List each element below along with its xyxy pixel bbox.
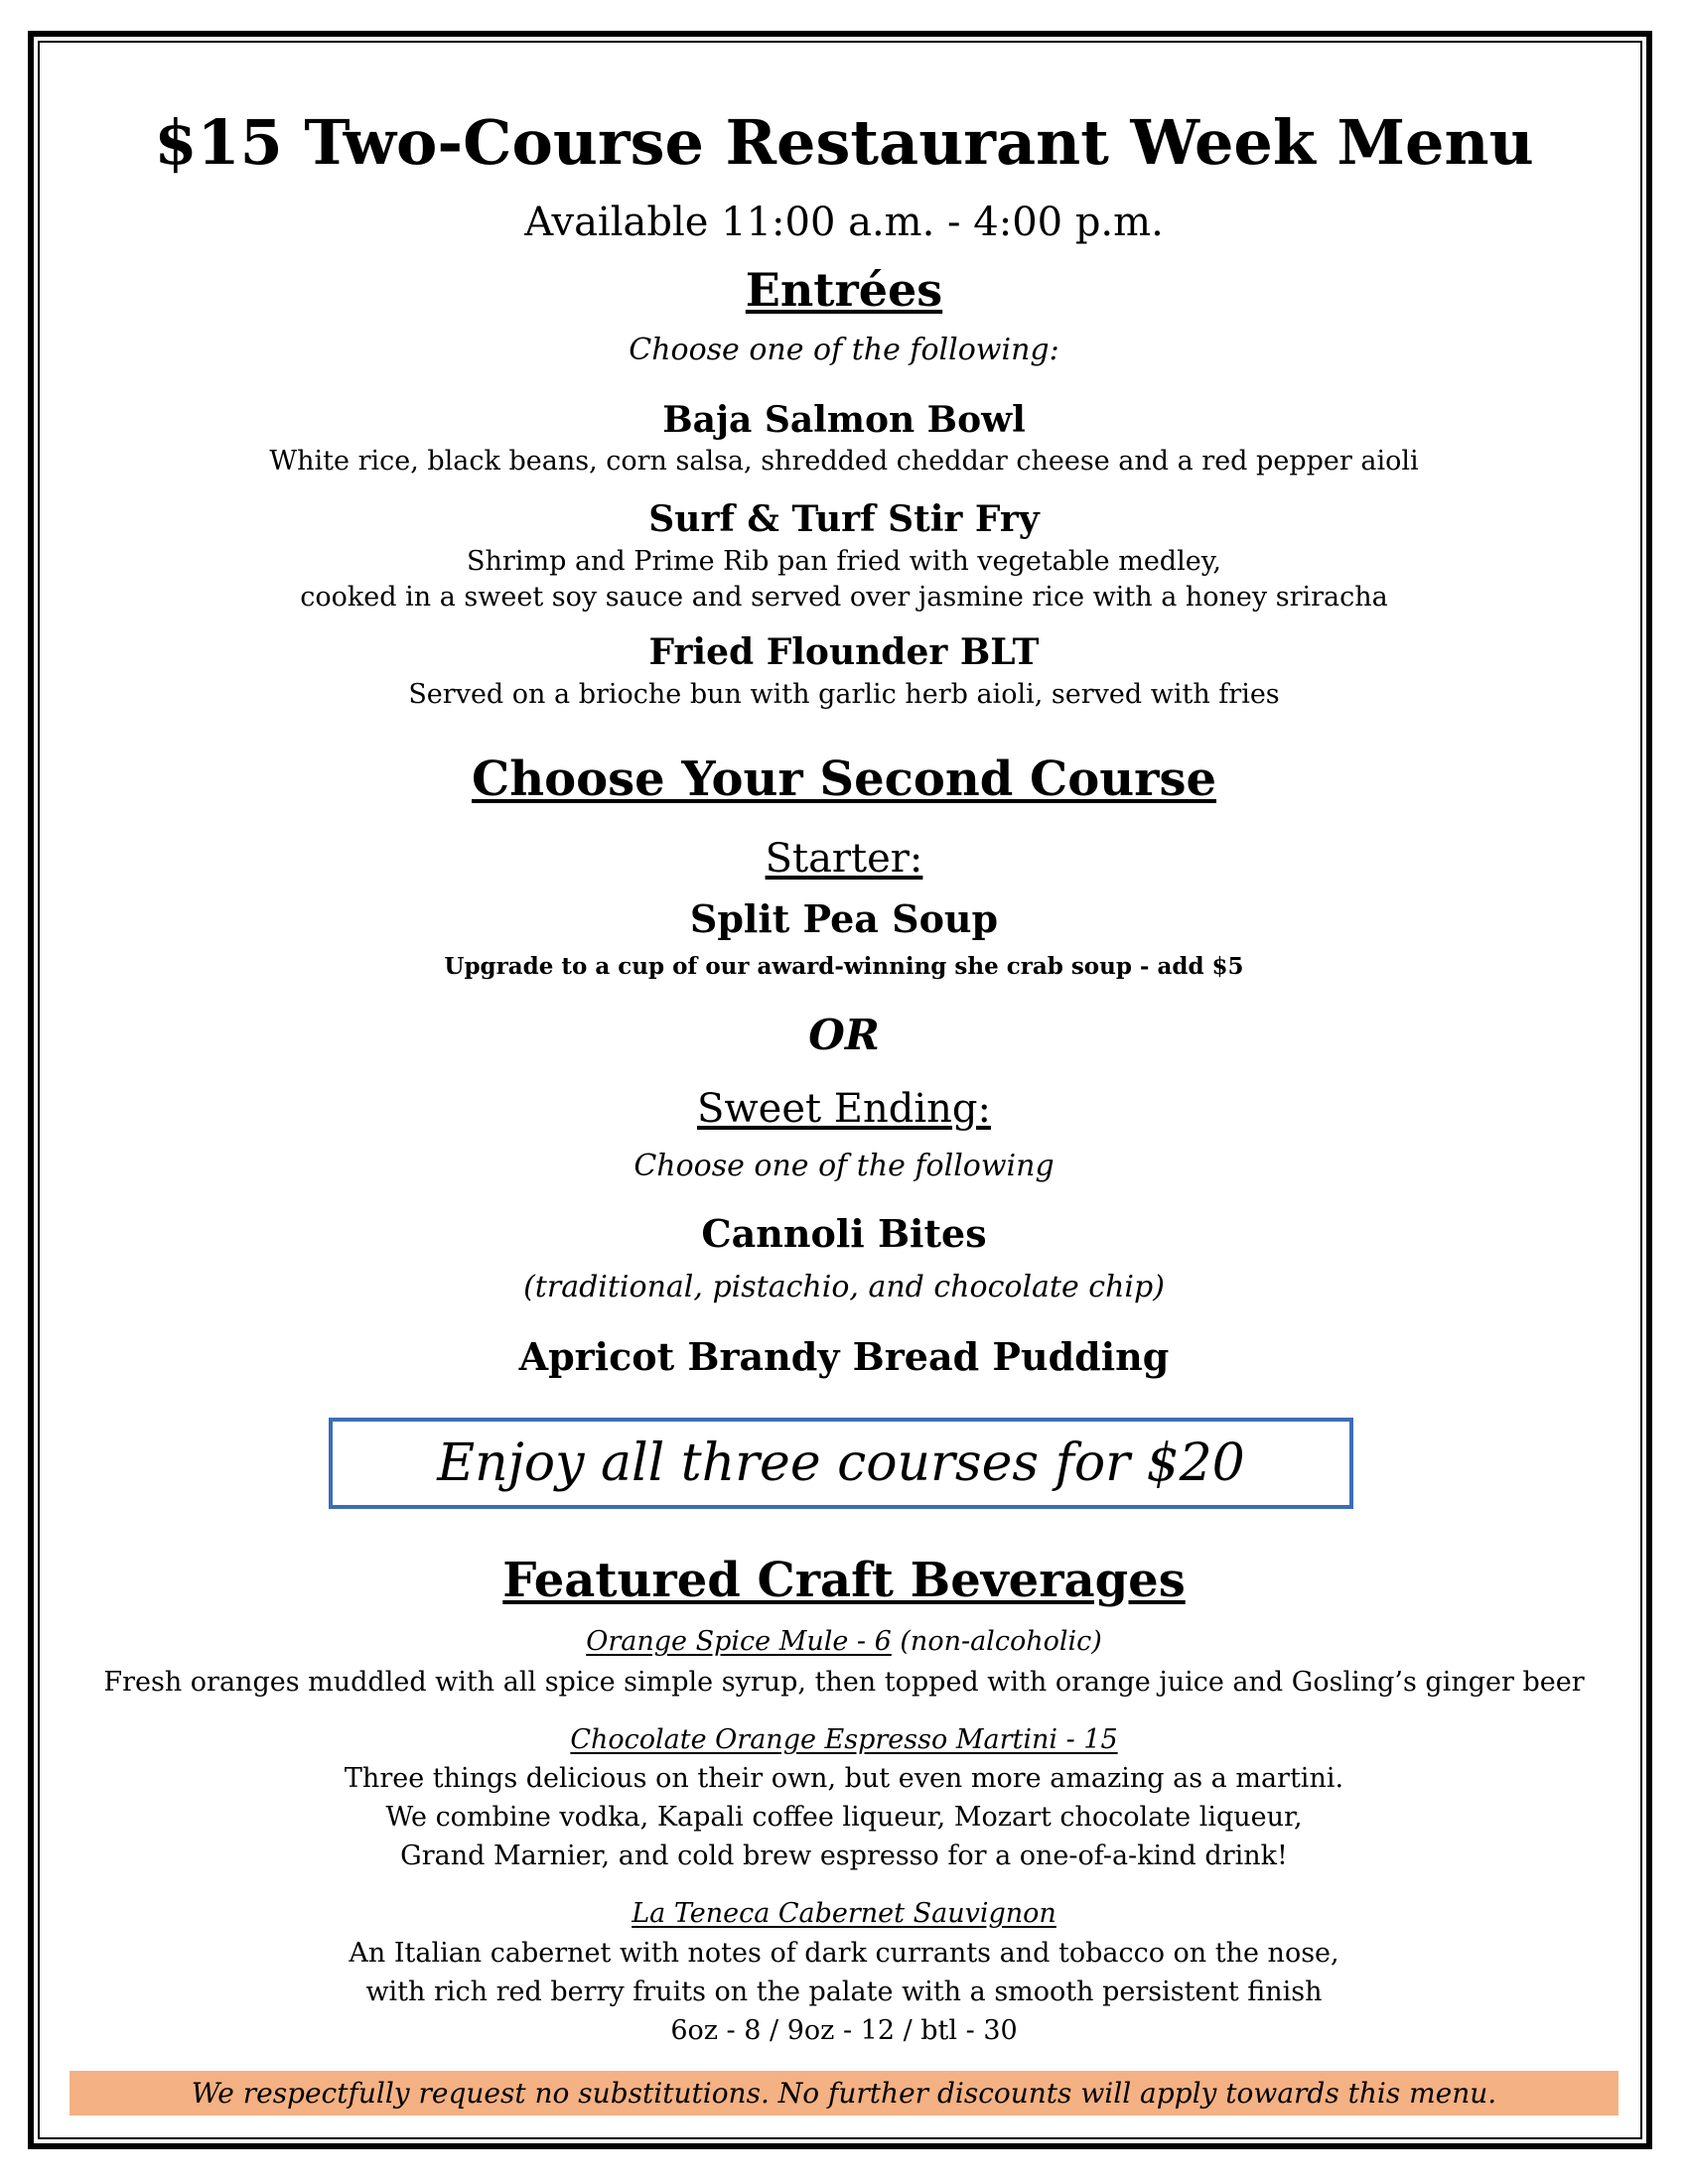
sweet-ending-label: Sweet Ending:	[697, 1086, 991, 1132]
starter-label: Starter:	[765, 836, 923, 882]
beverage-desc: with rich red berry fruits on the palate with a smooth persistent finish	[365, 1977, 1323, 2007]
menu-title: $15 Two-Course Restaurant Week Menu	[154, 106, 1534, 179]
beverage-title	[60, 1897, 1628, 1931]
starter-item: Split Pea Soup	[689, 896, 999, 941]
beverages-heading: Featured Craft Beverages	[502, 1553, 1186, 1608]
entree-desc: White rice, black beans, corn salsa, shredded cheddar cheese and a red pepper aioli	[269, 446, 1419, 477]
or-divider: OR	[808, 1011, 880, 1059]
second-course-heading: Choose Your Second Course	[472, 751, 1216, 807]
dessert-desc: (traditional, pistachio, and chocolate chip)	[523, 1270, 1165, 1304]
beverage-desc: Grand Marnier, and cold brew espresso for a one-of-a-kind drink!	[400, 1841, 1288, 1871]
dessert-name: Cannoli Bites	[701, 1211, 987, 1256]
entrees-heading: Entrées	[745, 263, 943, 317]
beverage-title	[60, 1723, 1628, 1757]
beverage-name: Chocolate Orange Espresso Martini - 15	[570, 1724, 1118, 1755]
beverage-desc: An Italian cabernet with notes of dark currants and tobacco on the nose,	[349, 1938, 1339, 1969]
beverage-prices: 6oz - 8 / 9oz - 12 / btl - 30	[670, 2015, 1018, 2046]
dessert-name: Apricot Brandy Bread Pudding	[518, 1334, 1170, 1379]
entree-name: Surf & Turf Stir Fry	[648, 498, 1040, 540]
beverage-note: (non-alcoholic)	[891, 1626, 1102, 1657]
starter-upgrade: Upgrade to a cup of our award-winning she crab soup - add $5	[444, 953, 1244, 980]
beverage-desc: We combine vodka, Kapali coffee liqueur, Mozart chocolate liqueur,	[385, 1802, 1303, 1833]
beverage-desc: Fresh oranges muddled with all spice simple syrup, then topped with orange juice and Gosling’s ginger beer	[103, 1667, 1585, 1698]
policy-note-bar	[70, 2071, 1618, 2116]
entrees-instruction: Choose one of the following:	[629, 333, 1059, 367]
entree-name: Fried Flounder BLT	[648, 631, 1040, 673]
entree-desc: Shrimp and Prime Rib pan fried with vegetable medley,	[467, 546, 1221, 577]
beverage-name: Orange Spice Mule - 6	[586, 1626, 892, 1657]
beverage-desc: Three things delicious on their own, but even more amazing as a martini.	[344, 1763, 1344, 1794]
entree-desc: cooked in a sweet soy sauce and served over jasmine rice with a honey sriracha	[300, 582, 1388, 613]
beverage-name: La Teneca Cabernet Sauvignon	[632, 1898, 1056, 1929]
beverage-title	[60, 1625, 1628, 1659]
entree-name: Baja Salmon Bowl	[662, 399, 1026, 441]
entree-desc: Served on a brioche bun with garlic herb aioli, served with fries	[408, 679, 1280, 710]
sweet-instruction: Choose one of the following	[633, 1149, 1055, 1183]
policy-note: We respectfully request no substitutions. No further discounts will apply towards this menu.	[191, 2077, 1497, 2110]
hours: Available 11:00 a.m. - 4:00 p.m.	[524, 200, 1164, 245]
three-course-promo-box	[329, 1418, 1353, 1509]
promo-text: Enjoy all three courses for $20	[437, 1433, 1245, 1493]
